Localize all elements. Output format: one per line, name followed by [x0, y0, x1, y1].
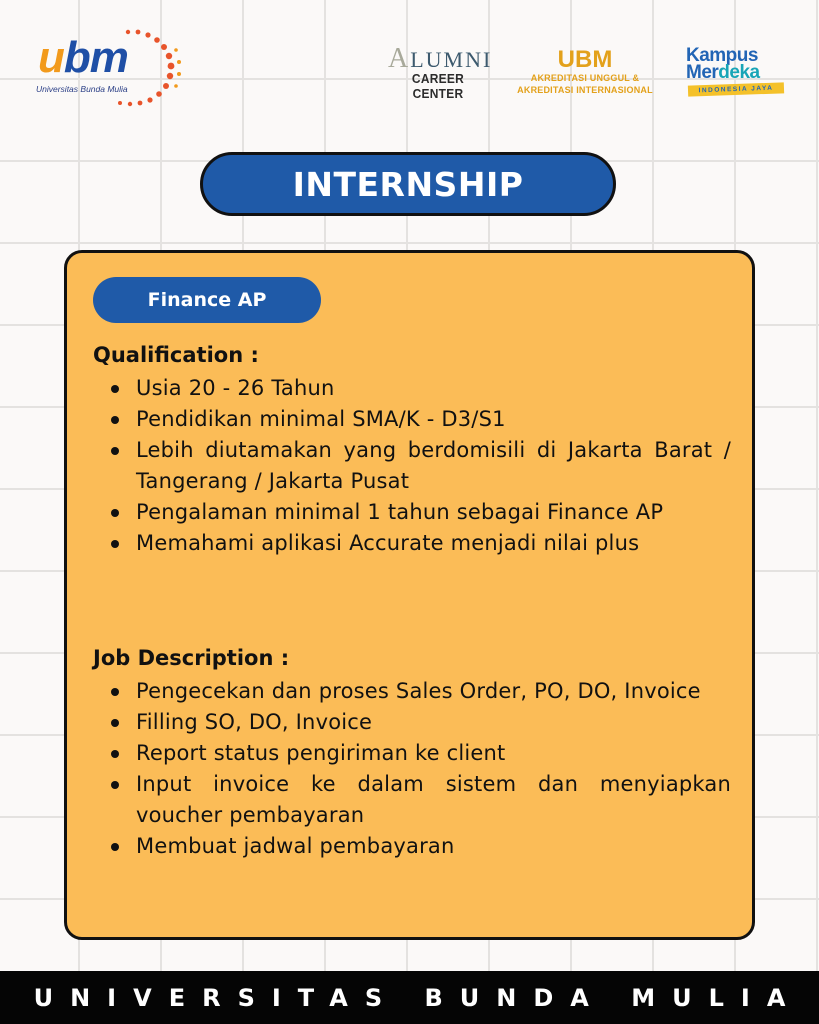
accreditation-logo-line2: AKREDITASI INTERNASIONAL [517, 85, 653, 95]
list-item: Pengalaman minimal 1 tahun sebagai Finance AP [109, 497, 731, 528]
kampus-merdeka-line2: Merdeka [686, 62, 760, 83]
accreditation-logo [502, 48, 668, 96]
kampus-merdeka-tagline: INDONESIA JAYA [688, 82, 784, 96]
list-item: Report status pengiriman ke client [109, 738, 731, 769]
ubm-wordmark: ubm [38, 33, 128, 82]
title-banner [200, 152, 616, 216]
list-item: Pendidikan minimal SMA/K - D3/S1 [109, 404, 731, 435]
list-item: Input invoice ke dalam sistem dan menyiapkan voucher pembayaran [109, 769, 731, 831]
list-item: Usia 20 - 26 Tahun [109, 373, 731, 404]
list-item: Pengecekan dan proses Sales Order, PO, DO, Invoice [109, 676, 731, 707]
qualification-list [109, 373, 731, 559]
ubm-logo-subtitle: Universitas Bunda Mulia [36, 84, 128, 94]
position-badge [93, 277, 321, 323]
page-title: INTERNSHIP [292, 164, 524, 204]
footer-bar [0, 971, 819, 1024]
position-title: Finance AP [147, 289, 267, 311]
alumni-logo-subtitle: CAREER CENTER [411, 71, 465, 101]
qualification-heading: Qualification : [93, 343, 259, 367]
kampus-merdeka-line1: Kampus [686, 45, 758, 66]
list-item: Membuat jadwal pembayaran [109, 831, 731, 862]
list-item: Lebih diutamakan yang berdomisili di Jakarta Barat / Tangerang / Jakarta Pusat [109, 435, 731, 497]
job-description-list [109, 676, 731, 862]
job-card [64, 250, 755, 940]
alumni-career-center-logo [388, 43, 493, 101]
ubm-logo [34, 30, 174, 110]
footer-text: UNIVERSITAS BUNDA MULIA [33, 983, 803, 1012]
accreditation-logo-line1: AKREDITASI UNGGUL & [530, 73, 640, 83]
accreditation-logo-title: UBM [557, 46, 613, 73]
job-description-heading: Job Description : [93, 646, 290, 670]
list-item: Memahami aplikasi Accurate menjadi nilai plus [109, 528, 731, 559]
list-item: Filling SO, DO, Invoice [109, 707, 731, 738]
kampus-merdeka-logo [684, 44, 788, 104]
alumni-logo-title: ALUMNI [388, 43, 493, 74]
